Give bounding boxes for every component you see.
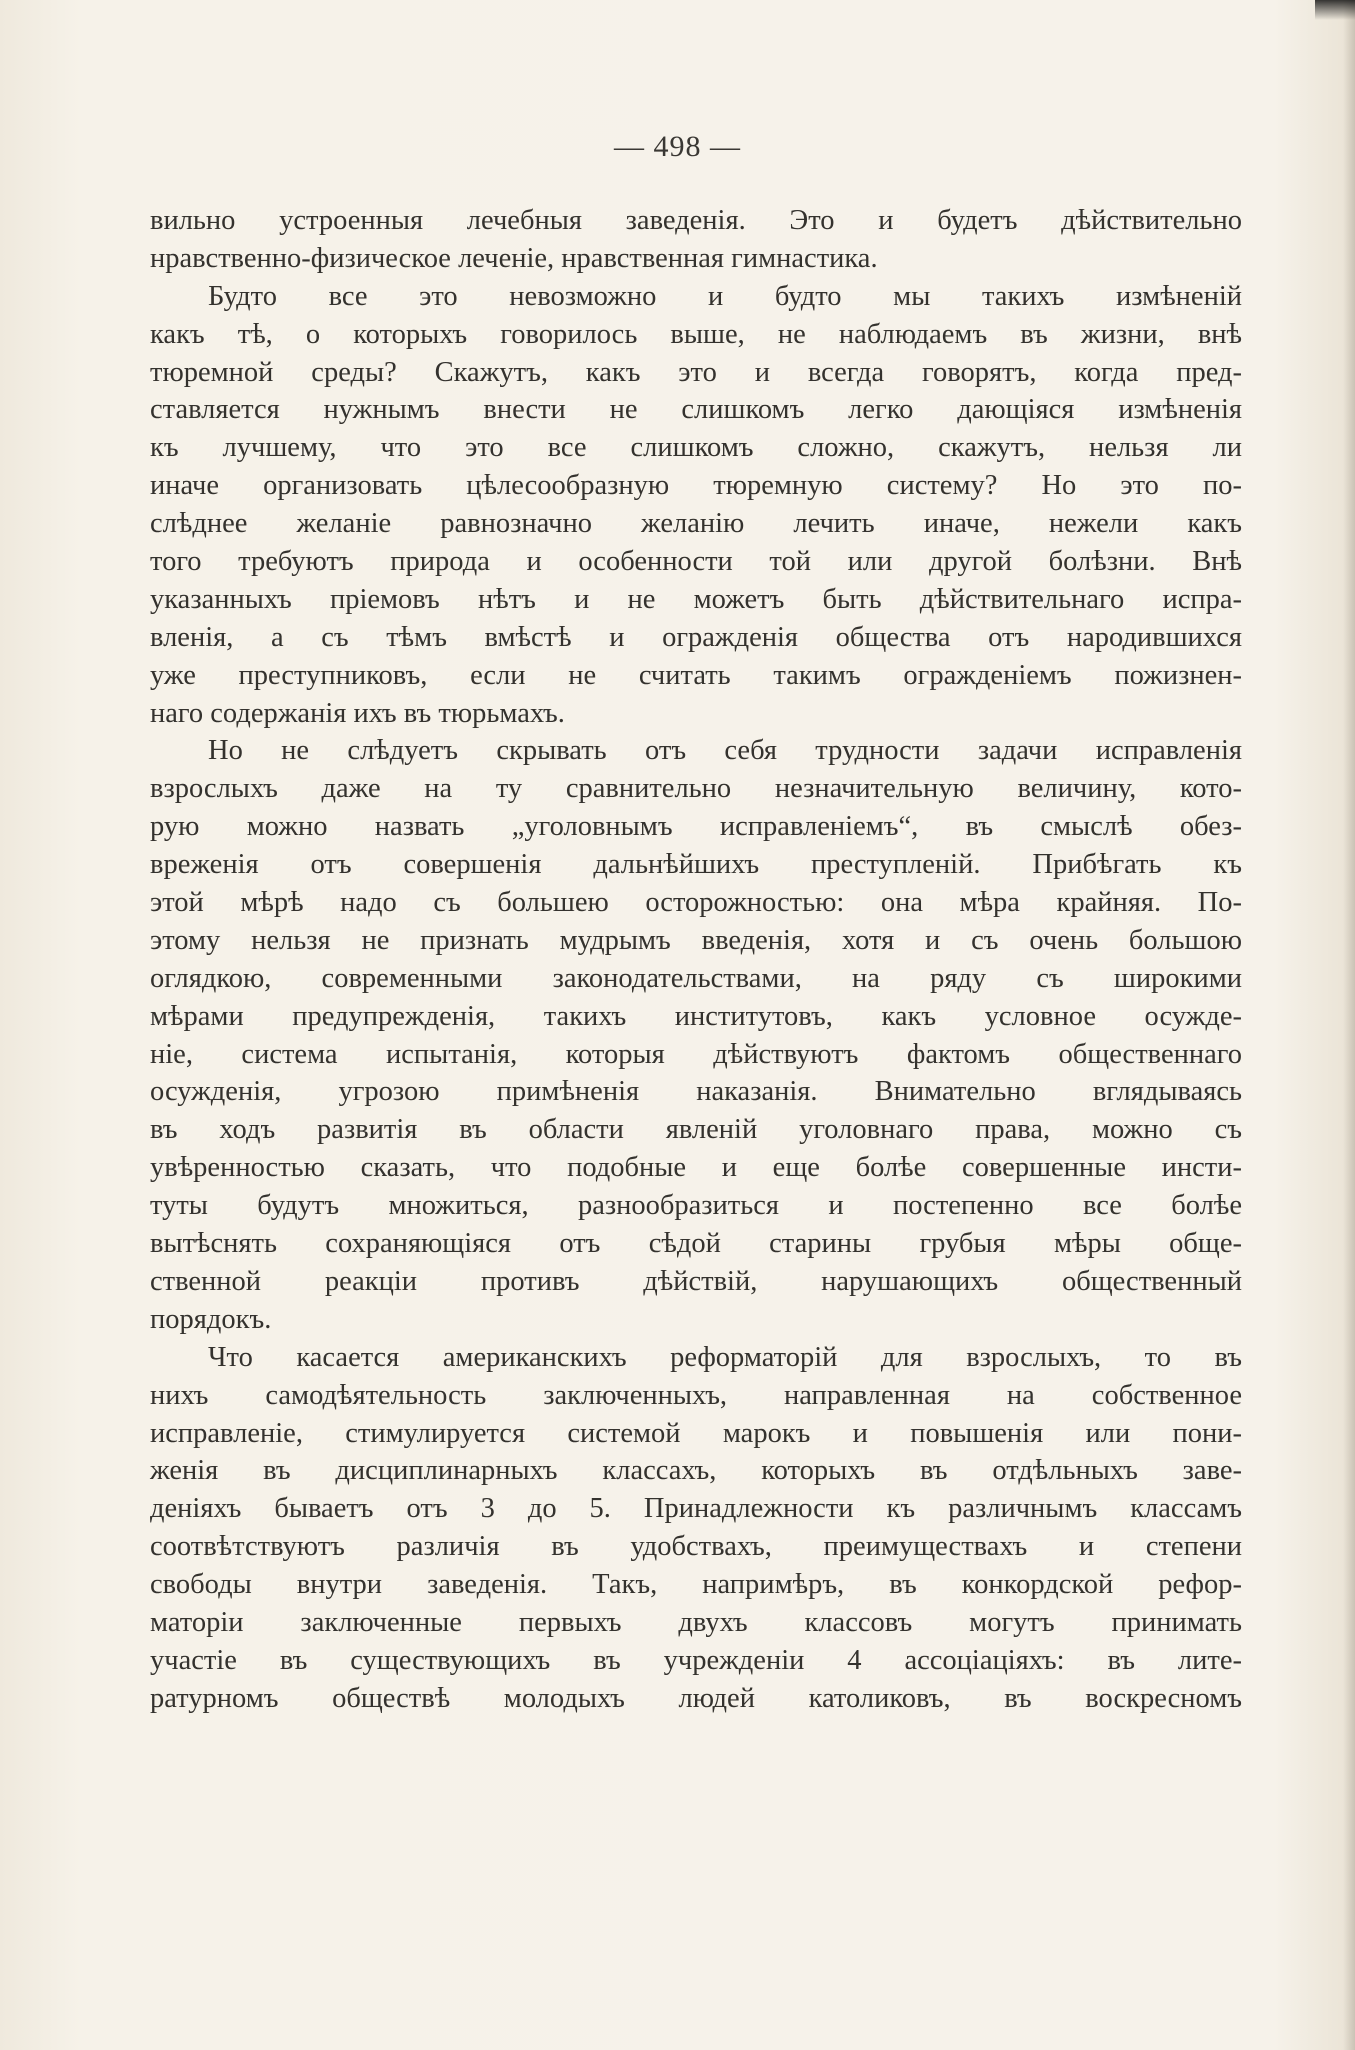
- text-line: туты будутъ множиться, разнообразиться и постепенно все болѣе: [150, 1190, 1242, 1222]
- text-line: слѣднее желаніе равнозначно желанію лечить иначе, нежели какъ: [150, 508, 1242, 540]
- text-line: нихъ самодѣятельность заключенныхъ, направленная на собственное: [150, 1379, 1242, 1411]
- text-line: вленія, а съ тѣмъ вмѣстѣ и огражденія общества отъ народившихся: [150, 621, 1242, 653]
- text-line: вреженія отъ совершенія дальнѣйшихъ преступленій. Прибѣгать къ: [150, 849, 1242, 881]
- text-line: соотвѣтствуютъ различія въ удобствахъ, преимуществахъ и степени: [150, 1531, 1242, 1563]
- text-line: деніяхъ бываетъ отъ 3 до 5. Принадлежности къ различнымъ классамъ: [150, 1493, 1242, 1525]
- text-line: какъ тѣ, о которыхъ говорилось выше, не наблюдаемъ въ жизни, внѣ: [150, 318, 1242, 350]
- text-line: нравственно-физическое леченіе, нравственная гимнастика.: [150, 242, 878, 274]
- paragraph: [150, 202, 1242, 278]
- text-line: иначе организовать цѣлесообразную тюремную систему? Но это по-: [150, 470, 1242, 502]
- text-line: наго содержанія ихъ въ тюрьмахъ.: [150, 697, 565, 729]
- text-line: Будто все это невозможно и будто мы такихъ измѣненій: [208, 280, 1242, 312]
- text-line: этой мѣрѣ надо съ большею осторожностью: она мѣра крайняя. По-: [150, 887, 1242, 919]
- text-line: женія въ дисциплинарныхъ классахъ, которыхъ въ отдѣльныхъ заве-: [150, 1455, 1242, 1487]
- text-line: Что касается американскихъ реформаторій для взрослыхъ, то въ: [208, 1341, 1242, 1373]
- text-line: того требуютъ природа и особенности той или другой болѣзни. Внѣ: [150, 546, 1242, 578]
- text-line: ставляется нужнымъ внести не слишкомъ легко дающіяся измѣненія: [150, 394, 1242, 426]
- paragraph: [150, 1339, 1242, 1718]
- page-edge-shadow: [1343, 0, 1355, 2050]
- text-line: мѣрами предупрежденія, такихъ институтовъ, какъ условное осужде-: [150, 1000, 1242, 1032]
- text-line: порядокъ.: [150, 1303, 272, 1335]
- text-line: указанныхъ пріемовъ нѣтъ и не можетъ быть дѣйствительнаго испра-: [150, 583, 1242, 615]
- text-line: вытѣснять сохраняющіяся отъ сѣдой старины грубыя мѣры обще-: [150, 1228, 1242, 1260]
- text-line: ратурномъ обществѣ молодыхъ людей католиковъ, въ воскресномъ: [150, 1682, 1242, 1714]
- text-line: Но не слѣдуетъ скрывать отъ себя трудности задачи исправленія: [208, 735, 1242, 767]
- text-line: въ ходъ развитія въ области явленій уголовнаго права, можно съ: [150, 1114, 1242, 1146]
- text-line: ніе, система испытанія, которыя дѣйствуютъ фактомъ общественнаго: [150, 1038, 1242, 1070]
- text-line: уже преступниковъ, если не считать такимъ огражденіемъ пожизнен-: [150, 659, 1242, 691]
- text-line: свободы внутри заведенія. Такъ, напримѣръ, въ конкордской рефор-: [150, 1569, 1242, 1601]
- text-line: участіе въ существующихъ въ учрежденіи 4 ассоціаціяхъ: въ лите-: [150, 1644, 1242, 1676]
- text-line: осужденія, угрозою примѣненія наказанія. Внимательно вглядываясь: [150, 1076, 1242, 1108]
- text-line: тюремной среды? Скажутъ, какъ это и всегда говорятъ, когда пред-: [150, 356, 1242, 388]
- text-line: вильно устроенныя лечебныя заведенія. Это и будетъ дѣйствительно: [150, 205, 1242, 236]
- text-line: рую можно назвать „уголовнымъ исправленіемъ“, въ смыслѣ обез-: [150, 811, 1242, 843]
- body-text: [150, 202, 1242, 1718]
- text-line: маторіи заключенные первыхъ двухъ классовъ могутъ принимать: [150, 1606, 1242, 1638]
- page-number: — 498 —: [614, 130, 741, 163]
- paragraph: [150, 278, 1242, 733]
- text-line: оглядкою, современными законодательствами, на ряду съ широкими: [150, 962, 1242, 994]
- text-line: взрослыхъ даже на ту сравнительно незначительную величину, кото-: [150, 773, 1242, 805]
- text-line: исправленіе, стимулируется системой марокъ и повышенія или пони-: [150, 1417, 1242, 1449]
- text-line: увѣренностью сказать, что подобные и еще болѣе совершенные инсти-: [150, 1152, 1242, 1184]
- scan-corner-mark: [1315, 0, 1355, 20]
- text-line: ственной реакціи противъ дѣйствій, нарушающихъ общественный: [150, 1265, 1242, 1297]
- paragraph: [150, 732, 1242, 1338]
- text-line: къ лучшему, что это все слишкомъ сложно, скажутъ, нельзя ли: [150, 432, 1242, 464]
- text-line: этому нельзя не признать мудрымъ введенія, хотя и съ очень большою: [150, 924, 1242, 956]
